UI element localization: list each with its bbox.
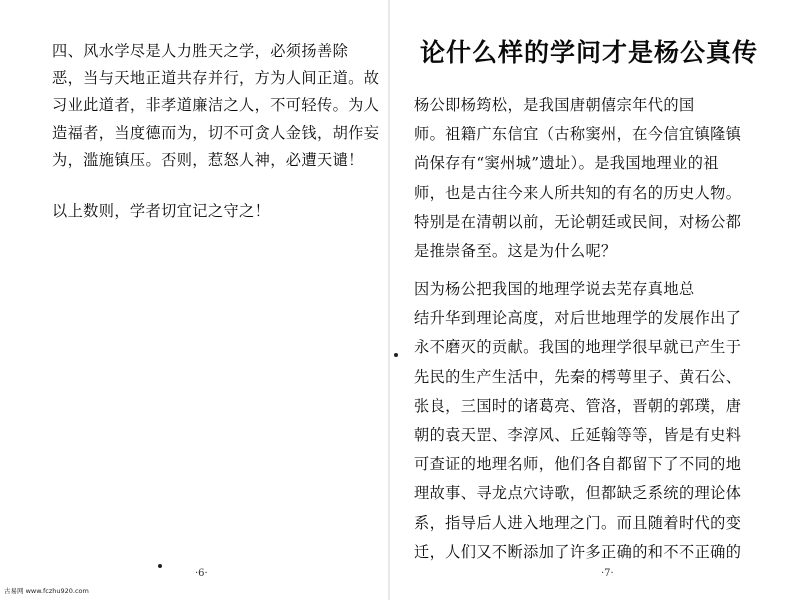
- left-paragraph-2: 以上数则，学者切宜记之守之！: [52, 202, 271, 220]
- site-watermark: 古易网 www.fczhu920.com: [4, 587, 89, 595]
- scan-speck: [394, 353, 398, 357]
- right-page: [392, 0, 793, 600]
- left-page: [0, 0, 388, 600]
- left-page-number: ·6·: [195, 568, 208, 579]
- page-gutter: [388, 0, 390, 600]
- chapter-title: 论什么样的学问才是杨公真传: [420, 38, 759, 67]
- right-paragraph-1: 杨公即杨筠松，是我国唐朝僖宗年代的国 师。祖籍广东信宜（古称窦州，在今信宜镇隆镇 尚保存有“窦州城”遗址）。是我国地理业的祖 师，也是古往今来人所共知的有名的历史人物。 特别是在清朝以前，无论朝廷或民间，对杨公都 是推崇备至。这是为什么呢？: [414, 96, 742, 261]
- scan-speck: [158, 564, 162, 568]
- right-page-number: ·7·: [601, 568, 614, 579]
- left-paragraph-1: 四、风水学尽是人力胜天之学，必须扬善除 恶，当与天地正道共存并行，方为人间正道。故 习业此道者，非孝道廉洁之人，不可轻传。为人 造福者，当度德而为，切不可贪人金钱，胡作妄 为，滥施镇压。否则，惹怒人神，必遭天谴！: [52, 42, 380, 169]
- right-paragraph-2: 因为杨公把我国的地理学说去芜存真地总 结升华到理论高度，对后世地理学的发展作出了 永不磨灭的贡献。我国的地理学很早就已产生于 先民的生产生活中，先秦的樗萼里子、黄石公、 张良，三国时的诸葛亮、管洛，晋朝的郭璞，唐 朝的袁天罡、李淳风、丘延翰等等，皆是有史料 可查证的地理名师，他们各自都留下了不同的地 理故事、寻龙点穴诗歌，但都缺乏系统的理论体 系，指导后人进入地理之门。而且随着时代的变 迁，人们又不断添加了许多正确的和不不正确的: [414, 280, 742, 561]
